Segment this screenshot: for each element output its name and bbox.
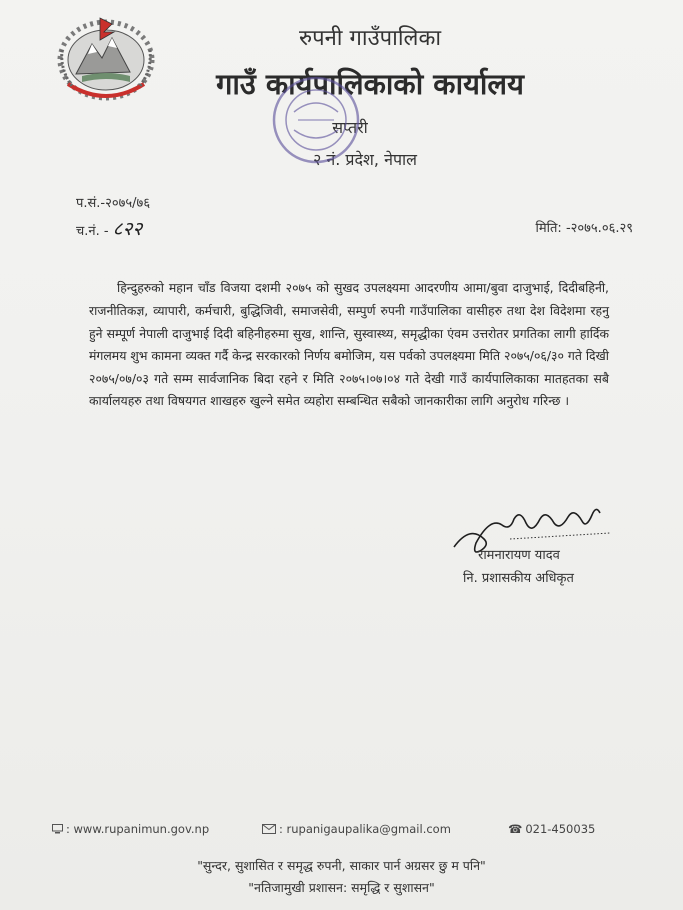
monitor-icon [52,824,63,834]
signer-name: रामनारायण यादव [478,548,560,563]
letter-body: हिन्दुहरुको महान चाँड विजया दशमी २०७५ को सुखद उपलक्ष्यमा आदरणीय आमा/बुवा दाजुभाई, दिदीबहिनी, राजनीतिकज्ञ, व्यापारी, कर्मचारी, बुद्धिजिवी, समाजसेवी, सम्पुर्ण रुपनी गाउँपालिका वासीहरु तथा देश विदेशमा रहनु हुने सम्पूर्ण नेपाली दाजुभाई दिदी बहिनीहरुमा सुख, शान्ति, सुस्वास्थ्य, समृद्धीका एंवम उत्तरोतर प्रगतिका लागी हार्दिक मंगलमय शुभ कामना व्यक्त गर्दै केन्द्र सरकारको निर्णय बमोजिम, यस पर्वको उपलक्ष्यमा मिति २०७५/०६/३० गते दिखी २०७५/०७/०३ गते सम्म सार्वजानिक बिदा रहने र मिति २०७५।०७।०४ गते देखी गाउँ कार्यपालिकाका मातहतका सबै कार्यालयहरु तथा विषयगत शाखहरु खुल्ने समेत व्यहोरा सम्बन्धित सबैको जानकारीका लागि अनुरोध गरिन्छ । [89,280,609,409]
province: २ नं. प्रदेश, नेपाल [312,150,418,169]
email-text[interactable]: : rupanigaupalika@gmail.com [279,822,451,836]
office-name: रुपनी गाउँपालिका [298,26,442,51]
nepal-emblem-icon [52,10,160,106]
telephone-icon: ☎ [508,822,523,836]
reference-cn [76,215,142,241]
signer-title: नि. प्रशासकीय अधिकृत [463,571,574,586]
motto-primary: "सुन्दर, सुशासित र समृद्ध रुपनी, साकार पार्न अग्रसर छु म पनि" [197,858,486,873]
letter-date [536,218,633,236]
office-title: गाउँ कार्यपालिकाको कार्यालय [216,67,524,101]
footer-website [52,822,209,836]
ps-value: २०७५/७६ [105,196,151,211]
phone-text: 021-450035 [525,822,596,836]
footer-email [262,822,451,836]
motto-secondary: "नतिजामुखी प्रशासन: समृद्धि र सुशासन" [248,880,435,895]
date-value: २०७५.०६.२९ [570,221,633,236]
reference-ps [76,193,150,211]
date-label: मिति: - [535,221,571,236]
envelope-icon [262,824,276,834]
district: सप्तरी [332,118,368,137]
ps-label: प.सं.- [76,196,106,211]
website-text[interactable]: : www.rupanimun.gov.np [66,822,210,836]
cn-value: ८२२ [112,218,143,240]
footer-phone [508,822,595,836]
office-stamp-icon [268,72,364,168]
cn-label: च.नं. - [76,224,109,239]
